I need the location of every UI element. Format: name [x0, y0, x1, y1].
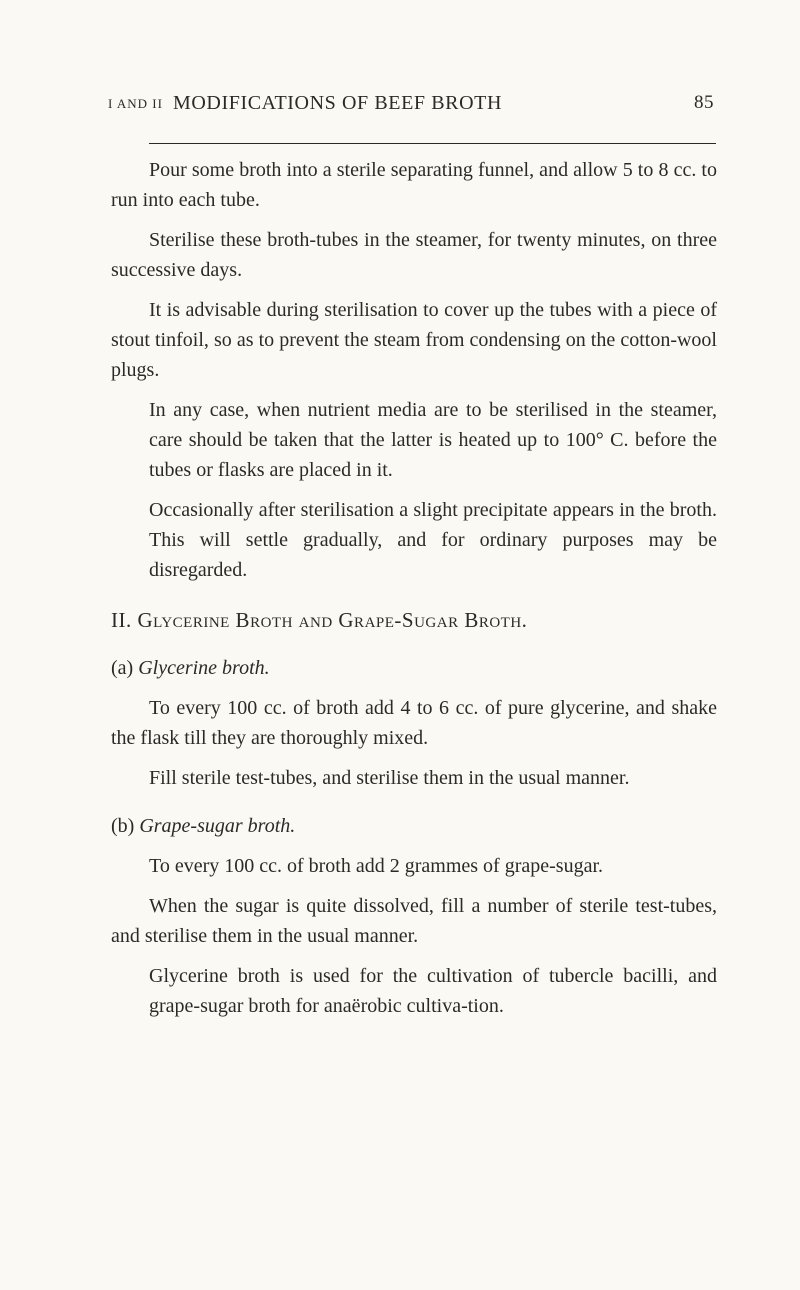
header-title: MODIFICATIONS OF BEEF BROTH — [173, 92, 503, 114]
subsection-b-paragraph-1: To every 100 cc. of broth add 2 grammes of grape-sugar. — [149, 855, 604, 877]
closing-note: Glycerine broth is used for the cultivation of tubercle bacilli, and grape-sugar broth for anaërobic cultiva-tion. — [149, 965, 717, 1017]
paragraph-1: Pour some broth into a sterile separating funnel, and allow 5 to 8 cc. to run into each tube. — [111, 159, 717, 211]
subsection-b-title: Grape-sugar broth. — [139, 815, 296, 837]
subsection-b-label: (b) — [111, 815, 135, 837]
section-heading: II. Glycerine Broth and Grape-Sugar Broth. — [111, 608, 528, 632]
subsection-b-heading — [111, 811, 717, 841]
subsection-a-label: (a) — [111, 657, 134, 679]
subsection-a-heading — [111, 653, 717, 683]
paragraph-2: Sterilise these broth-tubes in the steamer, for twenty minutes, on three successive days. — [111, 229, 717, 281]
running-header — [108, 92, 714, 122]
paragraph-3: It is advisable during sterilisation to cover up the tubes with a piece of stout tinfoil, so as to prevent the steam from condensing on the cotton-wool plugs. — [111, 299, 717, 381]
paragraph-4: In any case, when nutrient media are to be sterilised in the steamer, care should be taken that the latter is heated up to 100° C. before the tubes or flasks are placed in it. — [149, 399, 717, 481]
subsection-a-paragraph-2: Fill sterile test-tubes, and sterilise them in the usual manner. — [149, 767, 630, 789]
page-number: 85 — [694, 92, 714, 113]
header-rule — [149, 143, 716, 144]
subsection-a-title: Glycerine broth. — [138, 657, 270, 679]
paragraph-5: Occasionally after sterilisation a slight precipitate appears in the broth. This will settle gradually, and for ordinary purposes may be disregarded. — [149, 499, 717, 581]
subsection-a-paragraph-1: To every 100 cc. of broth add 4 to 6 cc. of pure glycerine, and shake the flask till they are thoroughly mixed. — [111, 697, 717, 749]
body-text — [111, 155, 717, 1021]
header-section-label: I AND II — [108, 96, 163, 111]
subsection-b-paragraph-2: When the sugar is quite dissolved, fill a number of sterile test-tubes, and sterilise them in the usual manner. — [111, 895, 717, 947]
